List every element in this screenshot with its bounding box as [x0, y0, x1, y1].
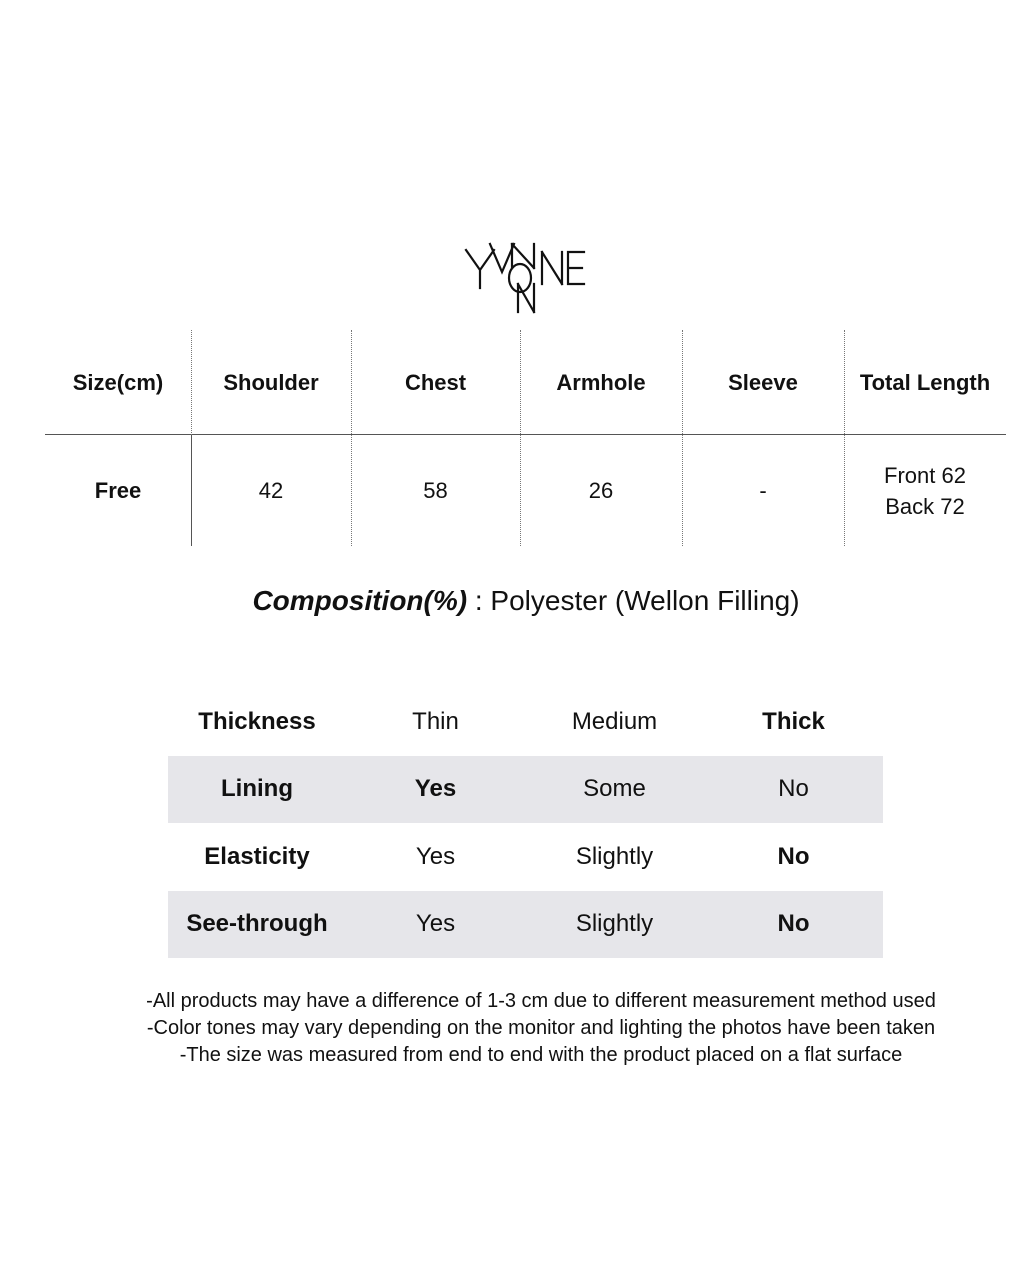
- table-row: [168, 756, 883, 824]
- row-total-length: [844, 435, 1006, 546]
- column-divider: [682, 330, 683, 546]
- composition-value: Polyester (Wellon Filling): [490, 585, 800, 616]
- fabric-option: Slightly: [575, 842, 654, 870]
- fabric-option: Thick: [762, 707, 825, 735]
- fabric-option: Thin: [412, 707, 459, 735]
- table-row: [168, 823, 883, 891]
- row-size: Free: [94, 477, 142, 503]
- header-armhole: Armhole: [556, 369, 646, 395]
- column-divider: [191, 435, 192, 546]
- fabric-row-label: Lining: [221, 775, 293, 803]
- note-line: -All products may have a difference of 1-3 cm due to different measurement method used: [146, 990, 936, 1012]
- fabric-row-label: Thickness: [198, 707, 316, 735]
- note-line: -Color tones may vary depending on the monitor and lighting the photos have been taken: [146, 1017, 936, 1039]
- row-chest: 58: [423, 477, 448, 503]
- row-shoulder: 42: [258, 477, 284, 503]
- table-row: [45, 435, 1006, 546]
- fabric-option: Yes: [414, 775, 457, 803]
- fabric-option: No: [778, 775, 809, 803]
- column-divider: [520, 330, 521, 546]
- total-length-back: Back 72: [885, 493, 965, 519]
- column-divider: [351, 330, 352, 546]
- table-row: [168, 688, 883, 756]
- header-total-length: Total Length: [859, 369, 991, 395]
- header-size: Size(cm): [72, 369, 164, 395]
- size-table: [45, 330, 1006, 546]
- fabric-option: Yes: [415, 910, 456, 938]
- fabric-option: Slightly: [575, 910, 654, 938]
- fabric-option: No: [777, 842, 810, 870]
- size-table-header: [45, 330, 1006, 435]
- fabric-table: [168, 688, 883, 958]
- header-sleeve: Sleeve: [728, 369, 798, 395]
- fabric-option: No: [777, 910, 810, 938]
- fabric-row-label: Elasticity: [204, 842, 310, 870]
- row-sleeve: -: [759, 477, 767, 503]
- header-shoulder: Shoulder: [223, 369, 319, 395]
- notes: [0, 988, 1024, 1069]
- total-length-front: Front 62: [884, 462, 966, 488]
- column-divider: [844, 330, 845, 546]
- table-row: [168, 891, 883, 959]
- fabric-option: Medium: [571, 707, 658, 735]
- column-divider: [191, 330, 192, 435]
- composition-label: Composition(%): [252, 585, 468, 616]
- note-line: -The size was measured from end to end with the product placed on a flat surface: [179, 1044, 903, 1066]
- composition-separator: :: [467, 585, 491, 616]
- brand-logo: [462, 238, 592, 318]
- fabric-option: Yes: [415, 842, 456, 870]
- fabric-option: Some: [583, 775, 646, 803]
- brand-logo-mark: [462, 238, 592, 318]
- composition-line: [0, 585, 1024, 617]
- header-chest: Chest: [404, 369, 467, 395]
- fabric-row-label: See-through: [186, 910, 328, 938]
- row-armhole: 26: [588, 477, 614, 503]
